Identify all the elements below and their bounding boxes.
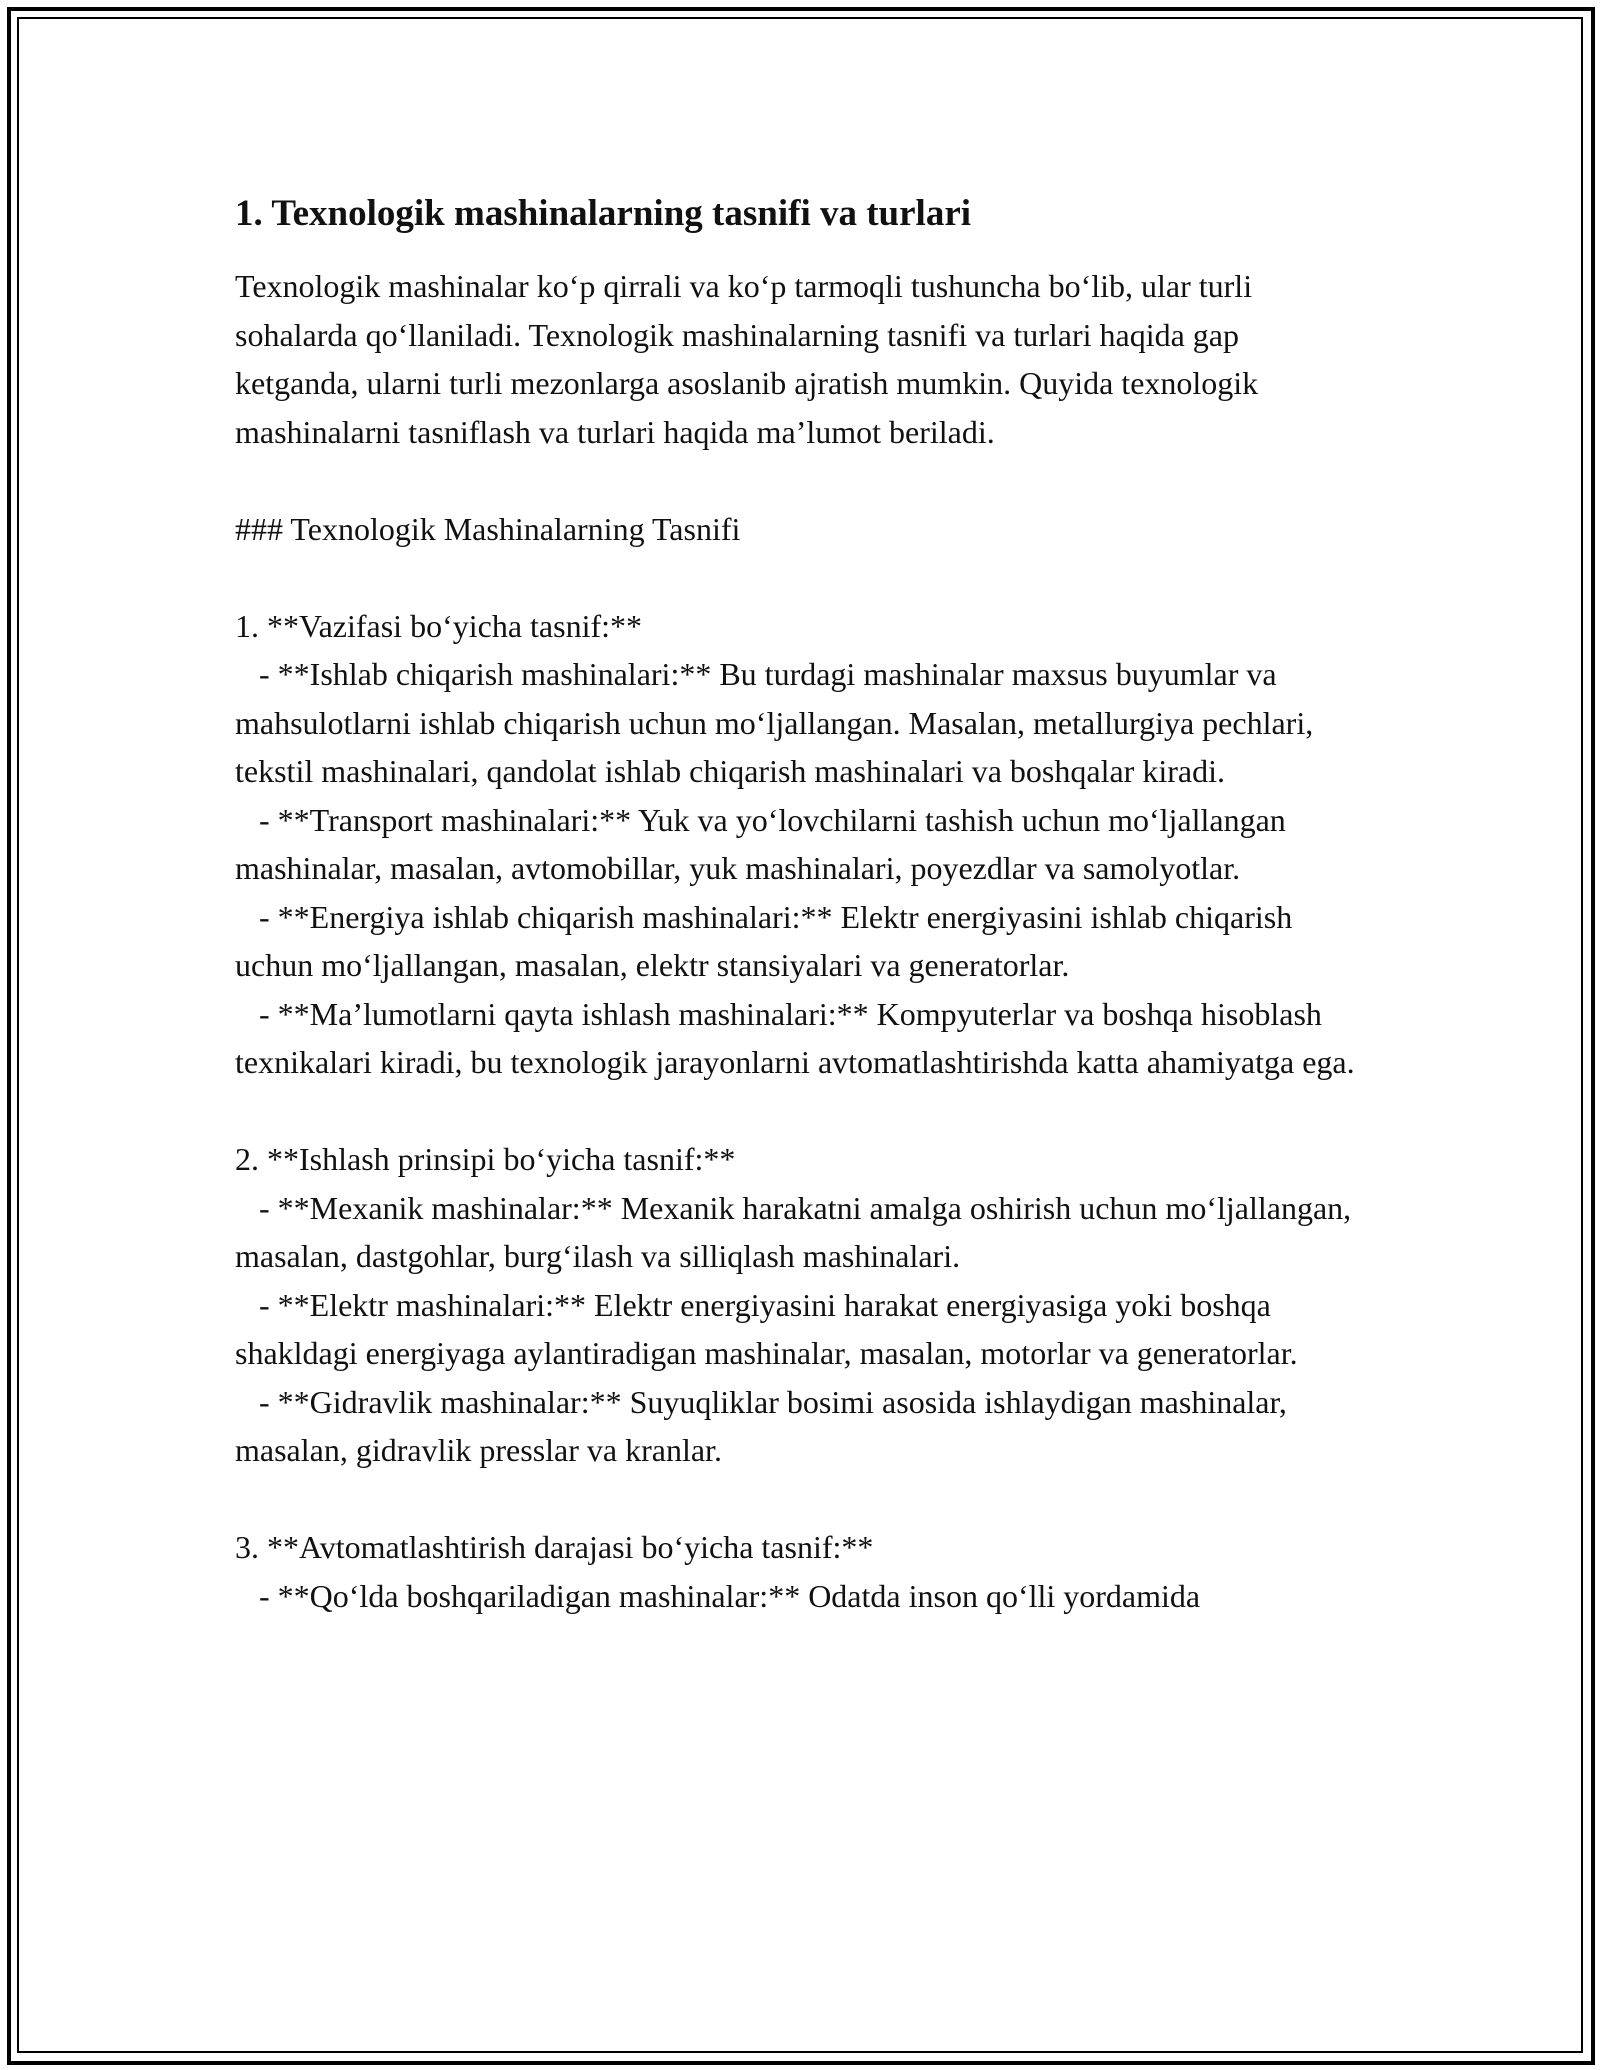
- list-item-manual-machines: - **Qo‘lda boshqariladigan mashinalar:** Odatda inson qo‘lli yordamida: [235, 1577, 1201, 1614]
- blank-line: [235, 456, 1365, 505]
- list-item-energy-machines: - **Energiya ishlab chiqarish mashinalari:** Elektr energiyasini ishlab chiqarish uchun mo‘ljallangan, masalan, elektr stansiyalari va generatorlar.: [235, 898, 1301, 983]
- list-item-electric-machines: - **Elektr mashinalari:** Elektr energiyasini harakat energiyasiga yoki boshqa shakldagi energiyaga aylantiradigan mashinalar, masalan, motorlar va generatorlar.: [235, 1286, 1298, 1371]
- list-item-mechanical-machines: - **Mexanik mashinalar:** Mexanik harakatni amalga oshirish uchun mo‘ljallangan, masalan, dastgohlar, burg‘ilash va silliqlash mashinalari.: [235, 1189, 1360, 1274]
- group-heading-working-principle: 2. **Ishlash prinsipi bo‘yicha tasnif:**: [235, 1141, 736, 1177]
- group-heading-purpose: 1. **Vazifasi bo‘yicha tasnif:**: [235, 607, 642, 644]
- intro-paragraph: Texnologik mashinalar ko‘p qirrali va ko‘p tarmoqli tushuncha bo‘lib, ular turli sohalarda qo‘llaniladi. Texnologik mashinalarning tasnifi va turlari haqida gap ketganda, ularni turli mezonlarga asoslanib ajratish mumkin. Quyida texnologik mashinalarni tasniflash va turlari haqida ma’lumot beriladi.: [235, 268, 1267, 450]
- list-item-data-processing-machines: - **Ma’lumotlarni qayta ishlash mashinalari:** Kompyuterlar va boshqa hisoblash texnikalari kiradi, bu texnologik jarayonlarni avtomatlashtirishda katta ahamiyatga ega.: [235, 995, 1355, 1080]
- group-heading-automation-level: 3. **Avtomatlashtirish darajasi bo‘yicha tasnif:**: [235, 1529, 874, 1565]
- list-item-hydraulic-machines: - **Gidravlik mashinalar:** Suyuqliklar bosimi asosida ishlaydigan mashinalar, masalan, gidravlik presslar va kranlar.: [235, 1383, 1295, 1468]
- blank-line: [235, 1087, 1365, 1136]
- list-item-transport-machines: - **Transport mashinalari:** Yuk va yo‘lovchilarni tashish uchun mo‘ljallangan mashinalar, masalan, avtomobillar, yuk mashinalari, poyezdlar va samolyotlar.: [235, 801, 1294, 886]
- document-title: 1. Texnologik mashinalarning tasnifi va turlari: [235, 193, 972, 234]
- document-body: [235, 186, 1365, 1620]
- blank-line: [235, 1475, 1365, 1524]
- blank-line: [235, 553, 1365, 602]
- section-heading: ### Texnologik Mashinalarning Tasnifi: [235, 510, 741, 547]
- list-item-production-machines: - **Ishlab chiqarish mashinalari:** Bu turdagi mashinalar maxsus buyumlar va mahsulotlarni ishlab chiqarish uchun mo‘ljallangan. Masalan, metallurgiya pechlari, tekstil mashinalari, qandolat ishlab chiqarish mashinalari va boshqalar kiradi.: [235, 656, 1322, 789]
